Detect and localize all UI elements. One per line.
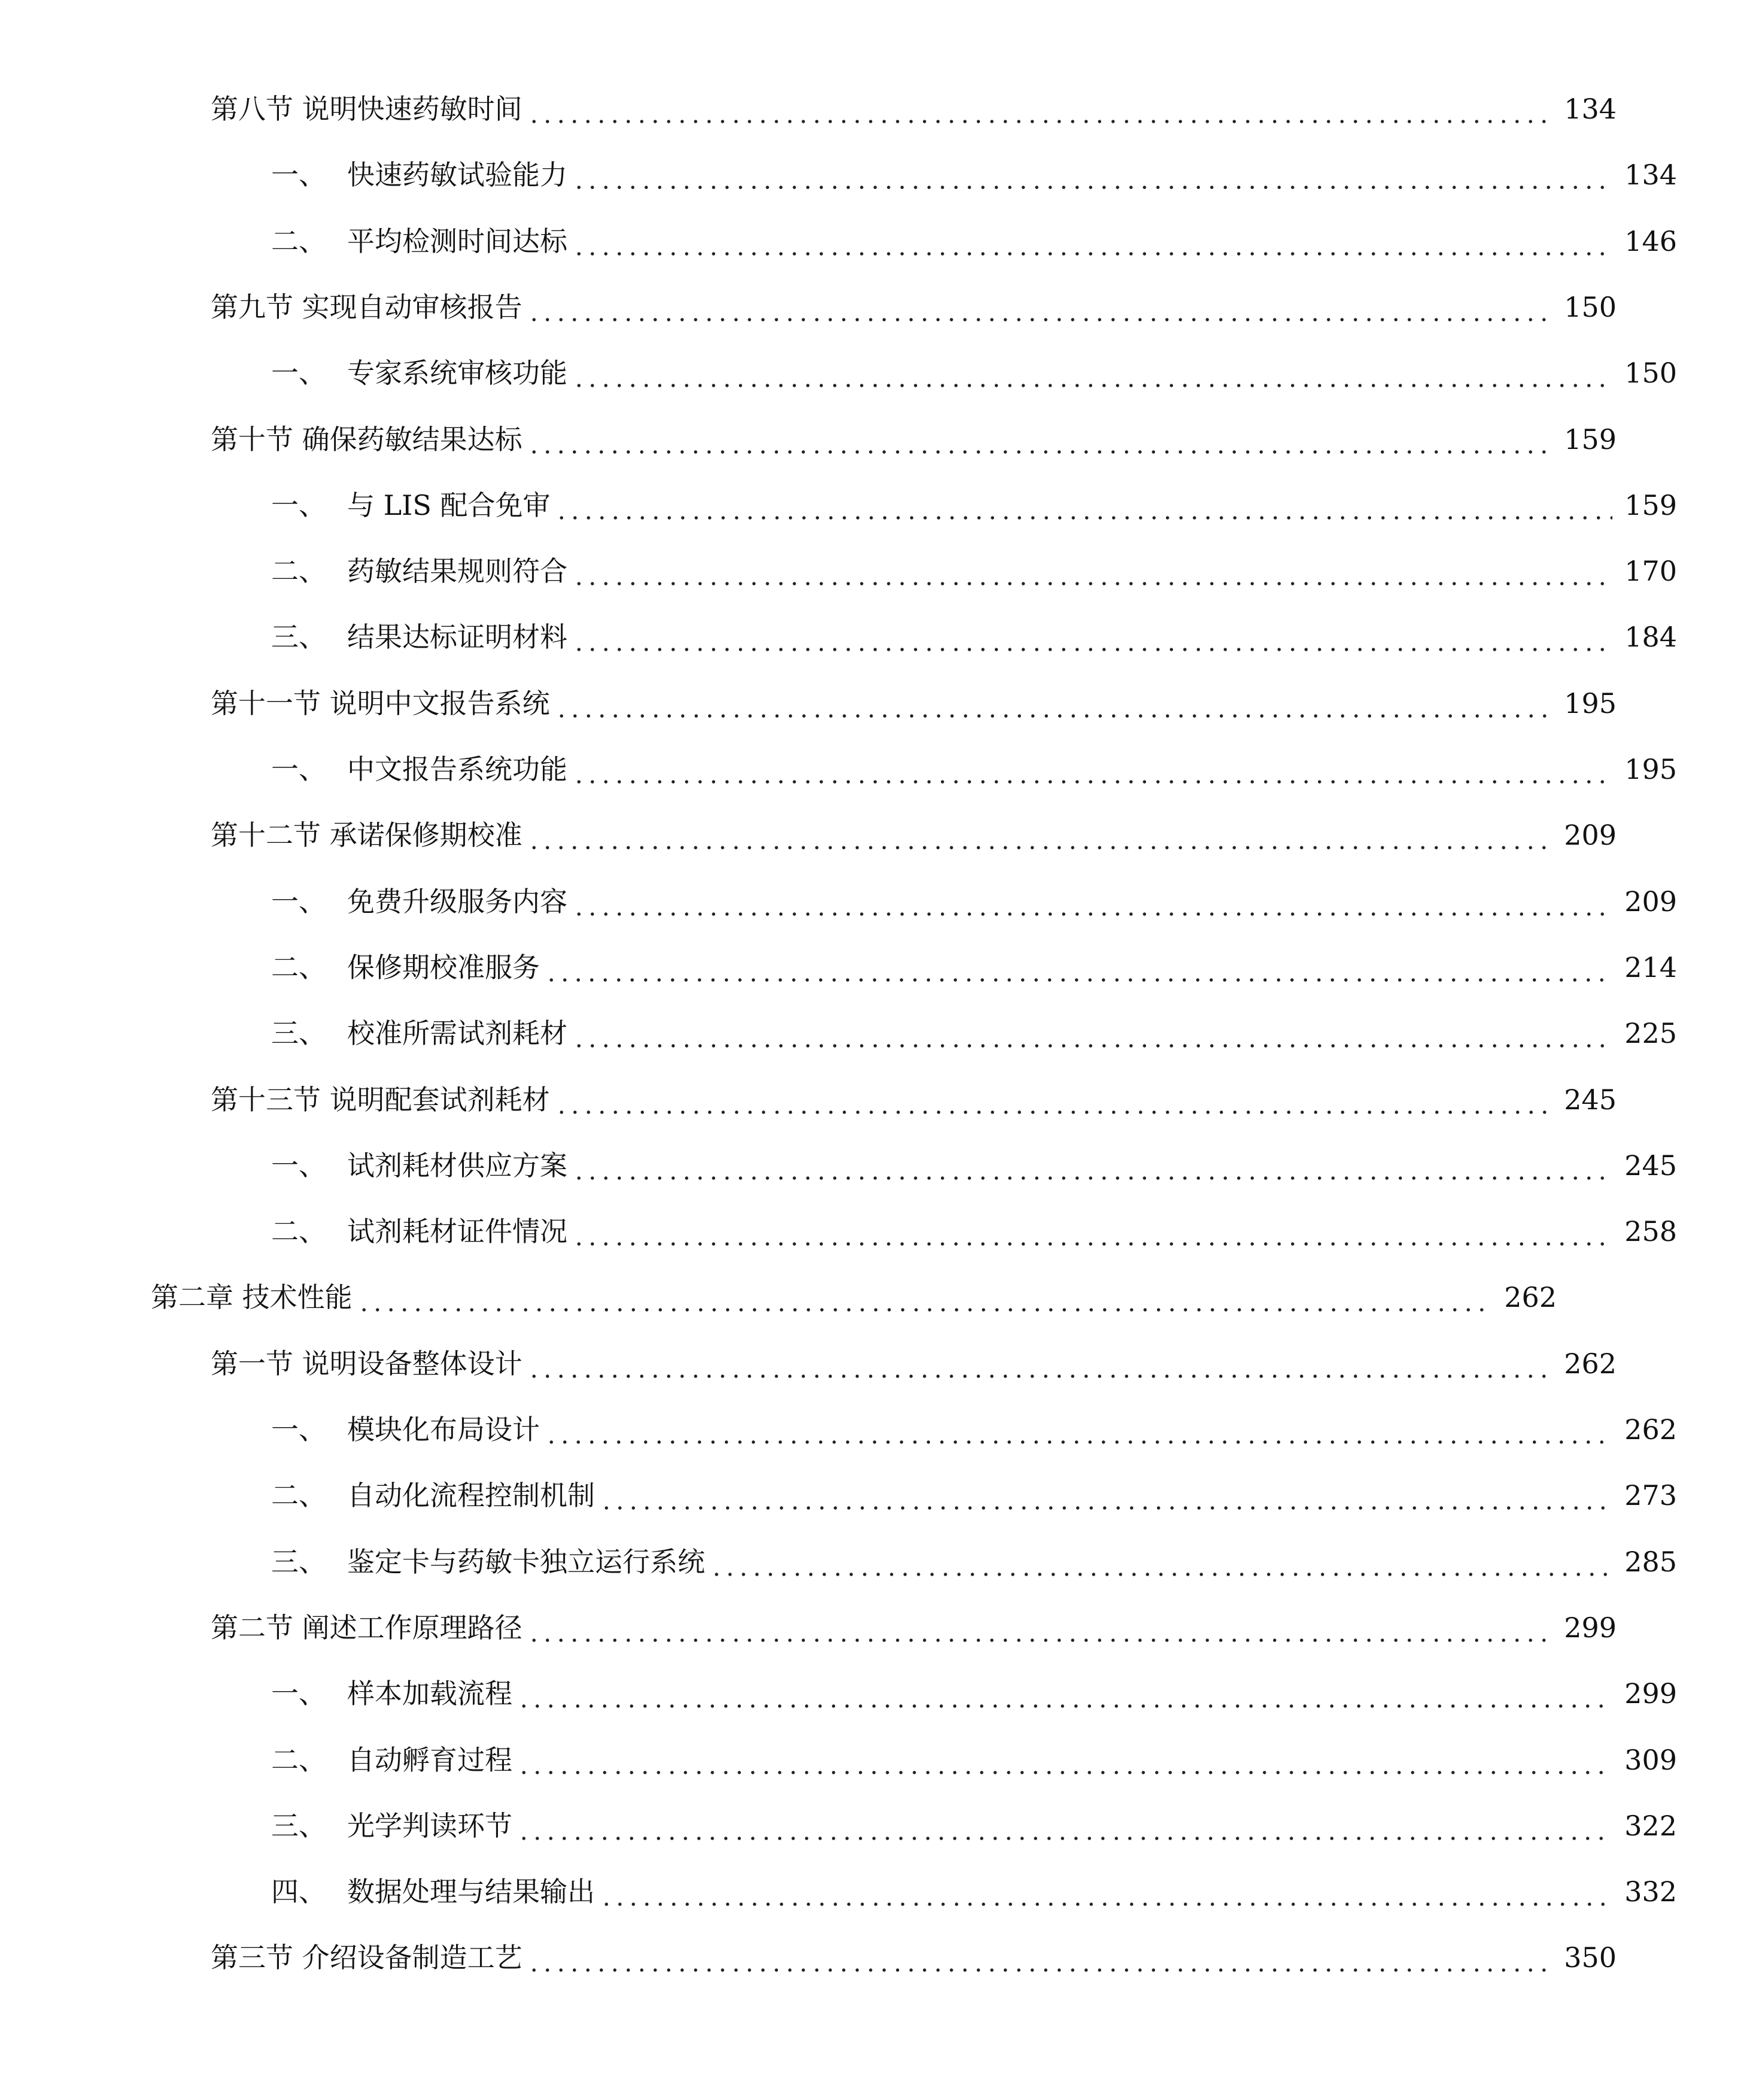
toc-entry-page-number: 299	[1564, 1611, 1617, 1644]
dot-leader	[572, 355, 1612, 391]
toc-entry-title: 鉴定卡与药敏卡独立运行系统	[347, 1545, 705, 1578]
toc-entry-page-number: 134	[1564, 93, 1617, 125]
dot-leader	[572, 884, 1612, 919]
toc-entry[interactable]	[0, 1730, 1756, 1778]
toc-entry-number: 二、	[271, 1743, 326, 1776]
toc-entry[interactable]	[0, 872, 1756, 919]
toc-entry-number: 二、	[271, 951, 326, 984]
toc-entry[interactable]	[0, 1532, 1756, 1580]
toc-entry[interactable]	[0, 805, 1696, 853]
dot-leader	[572, 157, 1612, 193]
toc-entry-page-number: 159	[1564, 423, 1617, 456]
toc-entry-number: 一、	[271, 1413, 326, 1446]
toc-entry-page-number: 262	[1564, 1347, 1617, 1380]
toc-entry[interactable]	[0, 1928, 1696, 1975]
toc-entry-page-number: 350	[1564, 1941, 1617, 1974]
toc-entry-page-number: 332	[1624, 1876, 1677, 1908]
toc-entry-page-number: 225	[1624, 1017, 1677, 1050]
toc-entry-number: 三、	[271, 1809, 326, 1842]
toc-entry[interactable]	[0, 79, 1696, 127]
toc-entry-page-number: 262	[1624, 1413, 1677, 1446]
toc-entry-number: 一、	[271, 357, 326, 390]
toc-entry[interactable]	[0, 1465, 1756, 1513]
toc-entry-title: 第十一节 说明中文报告系统	[211, 687, 550, 720]
toc-entry[interactable]	[0, 1400, 1756, 1447]
dot-leader	[517, 1742, 1612, 1778]
toc-entry-title: 中文报告系统功能	[347, 753, 567, 785]
toc-entry-page-number: 322	[1624, 1809, 1677, 1842]
toc-entry-title: 第九节 实现自动审核报告	[211, 290, 522, 323]
toc-entry-number: 二、	[271, 1479, 326, 1512]
dot-leader	[572, 223, 1612, 259]
toc-entry[interactable]	[0, 475, 1756, 523]
dot-leader	[572, 1213, 1612, 1249]
dot-leader	[545, 949, 1612, 985]
dot-leader	[527, 817, 1552, 853]
toc-entry-number: 三、	[271, 1545, 326, 1578]
dot-leader	[545, 1412, 1612, 1447]
toc-entry-number: 三、	[271, 621, 326, 654]
toc-entry-number: 一、	[271, 488, 326, 521]
toc-entry-title: 第二节 阐述工作原理路径	[211, 1611, 522, 1644]
toc-entry-title: 第十节 确保药敏结果达标	[211, 423, 522, 456]
toc-entry[interactable]	[0, 1003, 1756, 1051]
toc-entry[interactable]	[0, 211, 1756, 259]
dot-leader	[600, 1874, 1612, 1910]
toc-entry[interactable]	[0, 1862, 1756, 1910]
toc-entry[interactable]	[0, 541, 1756, 589]
toc-entry-title: 自动孵育过程	[347, 1743, 512, 1776]
toc-entry[interactable]	[0, 937, 1756, 985]
toc-entry-page-number: 170	[1624, 555, 1677, 588]
dot-leader	[517, 1676, 1612, 1711]
toc-entry[interactable]	[0, 1598, 1696, 1646]
dot-leader	[527, 91, 1552, 127]
toc-entry-page-number: 150	[1624, 357, 1677, 390]
toc-entry-page-number: 184	[1624, 621, 1677, 654]
toc-entry[interactable]	[0, 343, 1756, 391]
toc-entry-title: 试剂耗材供应方案	[347, 1149, 567, 1182]
dot-leader	[527, 1940, 1552, 1975]
dot-leader	[555, 1082, 1552, 1118]
toc-entry-title: 第十三节 说明配套试剂耗材	[211, 1083, 550, 1116]
toc-entry-page-number: 209	[1624, 885, 1677, 918]
toc-entry-number: 一、	[271, 885, 326, 918]
toc-entry[interactable]	[0, 409, 1696, 457]
toc-entry-number: 一、	[271, 1677, 326, 1710]
dot-leader	[555, 685, 1552, 721]
toc-entry-number: 四、	[271, 1876, 326, 1908]
toc-entry-title: 免费升级服务内容	[347, 885, 567, 918]
toc-entry[interactable]	[0, 739, 1756, 787]
toc-entry[interactable]	[0, 1070, 1696, 1118]
dot-leader	[555, 487, 1612, 523]
toc-entry-page-number: 195	[1624, 753, 1677, 785]
toc-entry-title: 保修期校准服务	[347, 951, 540, 984]
toc-entry-title: 第十二节 承诺保修期校准	[211, 819, 522, 852]
toc-entry[interactable]	[0, 607, 1756, 655]
toc-entry-page-number: 195	[1564, 687, 1617, 720]
toc-entry-number: 二、	[271, 224, 326, 257]
toc-entry-title: 第三节 介绍设备制造工艺	[211, 1941, 522, 1974]
toc-entry-page-number: 134	[1624, 159, 1677, 192]
toc-entry-page-number: 245	[1564, 1083, 1617, 1116]
dot-leader	[527, 1610, 1552, 1646]
toc-entry-page-number: 273	[1624, 1479, 1677, 1512]
dot-leader	[572, 751, 1612, 787]
toc-entry-title: 数据处理与结果输出	[347, 1876, 595, 1908]
toc-entry-title: 校准所需试剂耗材	[347, 1017, 567, 1050]
toc-entry[interactable]	[0, 1201, 1756, 1249]
toc-entry[interactable]	[0, 1334, 1696, 1382]
toc-entry-page-number: 299	[1624, 1677, 1677, 1710]
toc-entry-number: 一、	[271, 159, 326, 192]
toc-entry-page-number: 214	[1624, 951, 1677, 984]
toc-entry-page-number: 146	[1624, 224, 1677, 257]
toc-entry-title: 第一节 说明设备整体设计	[211, 1347, 522, 1380]
toc-entry-title: 光学判读环节	[347, 1809, 512, 1842]
dot-leader	[517, 1808, 1612, 1844]
dot-leader	[600, 1477, 1612, 1513]
toc-entry-page-number: 245	[1624, 1149, 1677, 1182]
toc-entry[interactable]	[0, 1267, 1636, 1315]
toc-entry-page-number: 309	[1624, 1743, 1677, 1776]
toc-entry[interactable]	[0, 673, 1696, 721]
dot-leader	[527, 289, 1552, 325]
toc-entry-title: 试剂耗材证件情况	[347, 1215, 567, 1248]
toc-entry-page-number: 159	[1624, 488, 1677, 521]
toc-entry-title: 专家系统审核功能	[347, 357, 567, 390]
dot-leader	[572, 619, 1612, 655]
dot-leader	[572, 553, 1612, 589]
dot-leader	[527, 1346, 1552, 1382]
toc-entry-number: 二、	[271, 1215, 326, 1248]
toc-entry-page-number: 285	[1624, 1545, 1677, 1578]
toc-entry[interactable]	[0, 277, 1696, 325]
toc-entry-page-number: 150	[1564, 290, 1617, 323]
dot-leader	[357, 1279, 1492, 1315]
toc-entry-number: 一、	[271, 1149, 326, 1182]
dot-leader	[572, 1015, 1612, 1051]
toc-entry-page-number: 262	[1504, 1281, 1557, 1314]
toc-entry[interactable]	[0, 1796, 1756, 1844]
toc-entry-title: 与 LIS 配合免审	[347, 488, 551, 521]
toc-entry-number: 三、	[271, 1017, 326, 1050]
toc-entry-title: 模块化布局设计	[347, 1413, 540, 1446]
toc-entry-title: 第八节 说明快速药敏时间	[211, 93, 522, 125]
toc-entry[interactable]	[0, 1136, 1756, 1183]
dot-leader	[527, 421, 1552, 457]
toc-entry-title: 平均检测时间达标	[347, 224, 567, 257]
toc-entry-title: 第二章 技术性能	[151, 1281, 353, 1314]
toc-entry-page-number: 258	[1624, 1215, 1677, 1248]
toc-entry-number: 一、	[271, 753, 326, 785]
toc-entry-title: 样本加载流程	[347, 1677, 512, 1710]
toc-entry-title: 快速药敏试验能力	[347, 159, 567, 192]
toc-entry-page-number: 209	[1564, 819, 1617, 852]
toc-entry-title: 结果达标证明材料	[347, 621, 567, 654]
dot-leader	[710, 1544, 1612, 1580]
toc-entry-number: 二、	[271, 555, 326, 588]
toc-entry-title: 药敏结果规则符合	[347, 555, 567, 588]
toc-entry-title: 自动化流程控制机制	[347, 1479, 595, 1512]
toc-entry[interactable]	[0, 1664, 1756, 1711]
dot-leader	[572, 1148, 1612, 1183]
toc-entry[interactable]	[0, 145, 1756, 193]
